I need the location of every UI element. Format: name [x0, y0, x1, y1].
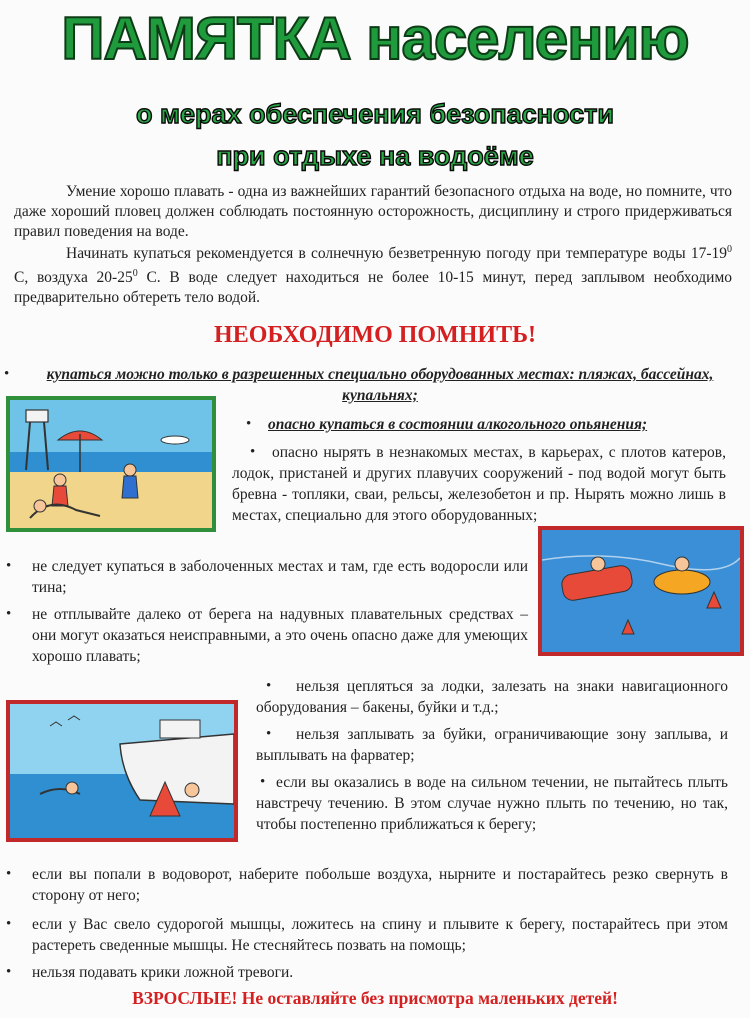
intro-paragraph-2: Начинать купаться рекомендуется в солнечную безветренную погоду при температуре воды $17-19^0$ С, воздуха $20-25^0$ С. В воде следует находиться не более 10-15 минут, перед заплывом необходимо предварительно обтереть тело водой.: [14, 244, 733, 307]
rule-item: • если у Вас свело судорогой мышцы, ложитесь на спину и плывите к берегу, постарайтесь при этом растереть сведенные мышцы. Не стесняйтесь позвать на помощь;: [6, 916, 728, 954]
rule-item: • купаться можно только в разрешенных специально оборудованных местах: пляжах, бассейнах, купальнях;: [4, 366, 714, 404]
rule-item: • опасно нырять в незнакомых местах, в карьерах, с плотов катеров, лодок, пристаней и других плавучих сооружений - под водой могут быть бревна - топляки, сваи, рельсы, железобетон и пр. Нырять можно лишь в местах, специально для этого оборудованных;: [232, 444, 726, 524]
poster-subtitle-line1: о мерах обеспечения безопасности: [136, 99, 614, 129]
inflatables-illustration: [538, 526, 744, 656]
rule-item: • не отплывайте далеко от берега на надувных плавательных средствах – они могут оказаться неисправными, а это очень опасно даже для умеющих хорошо плавать;: [6, 606, 528, 665]
rule-item: • нельзя подавать крики ложной тревоги.: [6, 964, 294, 981]
rule-item: • опасно купаться в состоянии алкогольного опьянения;: [246, 416, 648, 433]
intro-paragraph-1: Умение хорошо плавать - одна из важнейших гарантий безопасного отдыха на воде, но помните, что даже хороший пловец должен соблюдать постоянную осторожность, дисциплину и строго придерживаться правил поведения на воде.: [14, 183, 732, 240]
ship-illustration: [6, 700, 238, 842]
rule-item: • не следует купаться в заболоченных местах и там, где есть водоросли или тина;: [6, 558, 528, 596]
remember-heading: НЕОБХОДИМО ПОМНИТЬ!: [214, 322, 536, 348]
poster-title: ПАМЯТКА населению: [61, 5, 689, 72]
rule-item: • нельзя заплывать за буйки, ограничивающие зону заплыва, и выплывать на фарватер;: [256, 726, 728, 764]
footer-warning: ВЗРОСЛЫЕ! Не оставляйте без присмотра маленьких детей!: [132, 988, 618, 1008]
rule-item: • если вы оказались в воде на сильном течении, не пытайтесь плыть навстречу течению. В этом случае нужно плыть по течению, но так, чтобы постепенно приближаться к берегу;: [256, 774, 728, 833]
rule-item: • нельзя цепляться за лодки, залезать на знаки навигационного оборудования – бакены, буйки и т.д.;: [256, 678, 728, 716]
beach-illustration: [6, 396, 216, 532]
rule-item: • если вы попали в водоворот, наберите побольше воздуха, нырните и постарайтесь резко свернуть в сторону от него;: [6, 866, 728, 904]
poster-subtitle-line2: при отдыхе на водоёме: [216, 141, 534, 171]
